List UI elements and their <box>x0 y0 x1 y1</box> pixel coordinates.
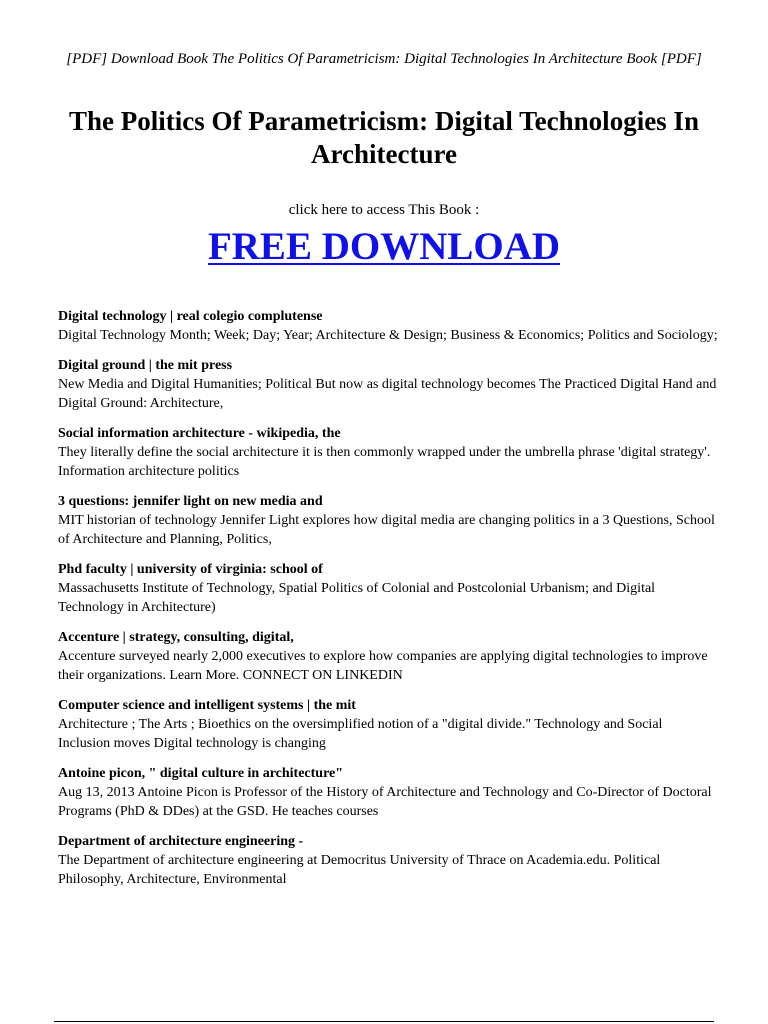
result-snippet: Architecture ; The Arts ; Bioethics on the oversimplified notion of a "digital divide." Technology and Social Inclusion moves Digital technology is changing <box>58 717 663 751</box>
result-item <box>58 629 718 685</box>
access-prompt: click here to access This Book : <box>288 202 480 218</box>
result-item <box>58 697 718 753</box>
result-title: Phd faculty | university of virginia: school of <box>58 562 323 577</box>
result-title: Department of architecture engineering - <box>58 834 304 849</box>
result-item <box>58 425 718 481</box>
result-item <box>58 357 718 413</box>
result-snippet: The Department of architecture engineering at Democritus University of Thrace on Academia.edu. Political Philosophy, Architecture, Environmental <box>58 853 661 887</box>
download-block <box>0 224 768 270</box>
results-list <box>58 308 718 901</box>
result-snippet: They literally define the social architecture it is then commonly wrapped under the umbrella phrase 'digital strategy'. Information architecture politics <box>58 445 711 479</box>
result-snippet: Massachusetts Institute of Technology, Spatial Politics of Colonial and Postcolonial Urbanism; and Digital Technology in Architecture) <box>58 581 656 615</box>
result-title: Antoine picon, " digital culture in architecture" <box>58 766 344 781</box>
footer-divider <box>54 1021 714 1022</box>
result-item <box>58 308 718 345</box>
result-title: Computer science and intelligent systems | the mit <box>58 698 356 713</box>
result-title: Social information architecture - wikipedia, the <box>58 426 341 441</box>
result-snippet: Digital Technology Month; Week; Day; Year; Architecture & Design; Business & Economics; Politics and Sociology; <box>58 328 718 343</box>
result-snippet: Accenture surveyed nearly 2,000 executives to explore how companies are applying digital technologies to improve their organizations. Learn More. CONNECT ON LINKEDIN <box>58 649 708 683</box>
result-title: 3 questions: jennifer light on new media and <box>58 494 323 509</box>
result-item <box>58 765 718 821</box>
result-item <box>58 833 718 889</box>
result-snippet: New Media and Digital Humanities; Political But now as digital technology becomes The Practiced Digital Hand and Digital Ground: Architecture, <box>58 377 717 411</box>
result-title: Accenture | strategy, consulting, digital, <box>58 630 294 645</box>
result-title: Digital ground | the mit press <box>58 358 233 373</box>
result-item <box>58 561 718 617</box>
result-snippet: MIT historian of technology Jennifer Light explores how digital media are changing politics in a 3 Questions, School of Architecture and Planning, Politics, <box>58 513 715 547</box>
result-title: Digital technology | real colegio complutense <box>58 309 323 324</box>
result-item <box>58 493 718 549</box>
header-tagline: [PDF] Download Book The Politics Of Parametricism: Digital Technologies In Architecture Book [PDF] <box>66 51 702 67</box>
free-download-link[interactable]: FREE DOWNLOAD <box>207 225 561 268</box>
book-title: The Politics Of Parametricism: Digital Technologies In Architecture <box>69 106 699 169</box>
result-snippet: Aug 13, 2013 Antoine Picon is Professor of the History of Architecture and Technology and Co-Director of Doctoral Programs (PhD & DDes) at the GSD. He teaches courses <box>58 785 712 819</box>
